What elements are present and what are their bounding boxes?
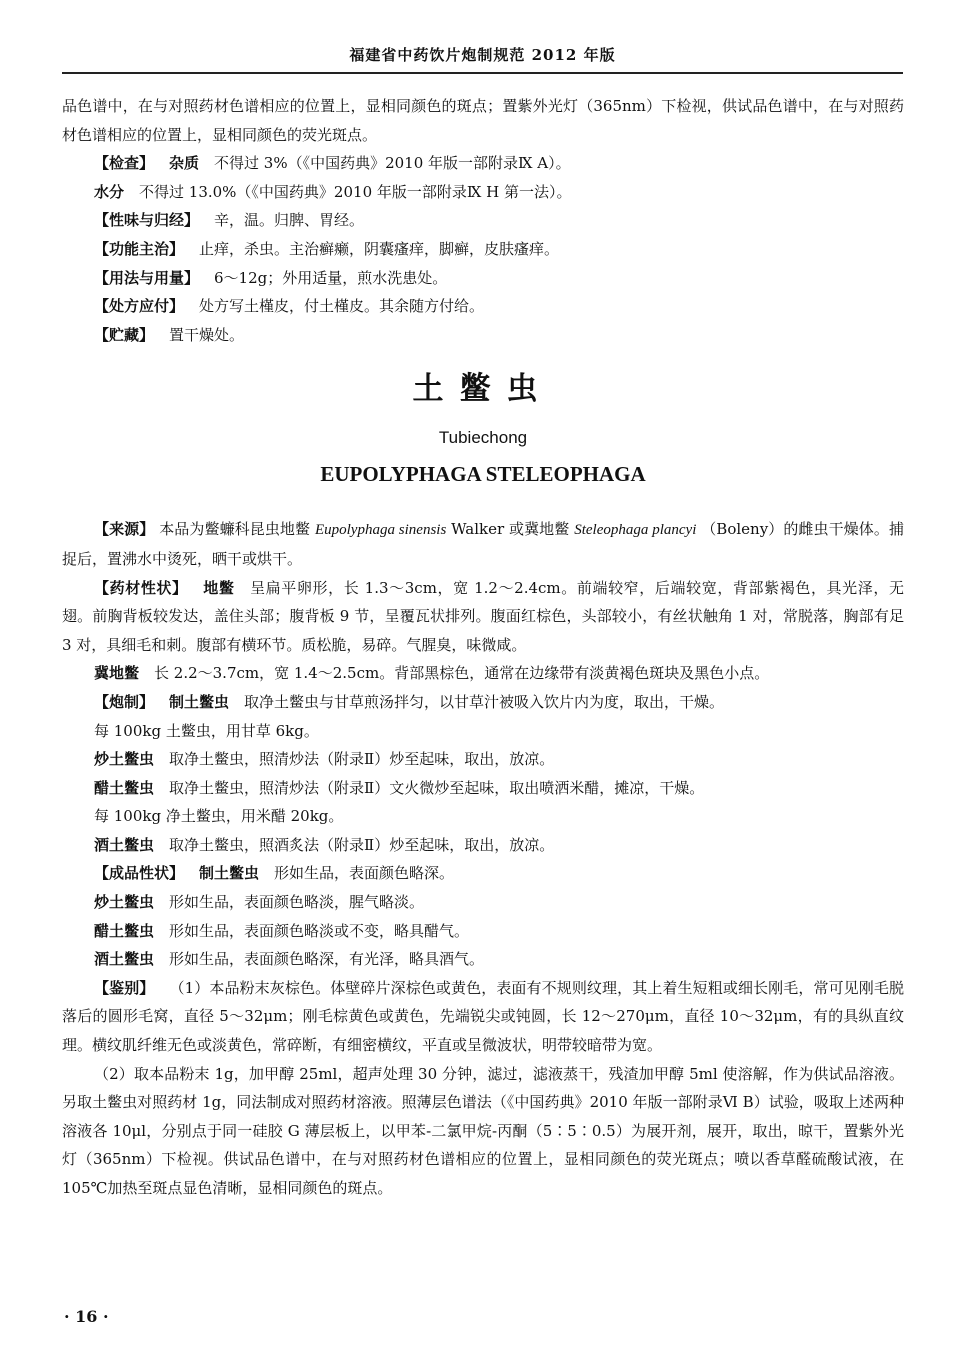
section-paragraph [62, 717, 904, 746]
running-header: 福建省中药饮片炮制规范 2012 年版 [349, 46, 616, 64]
section-paragraph [62, 659, 904, 688]
section-paragraph [62, 206, 904, 235]
section-paragraph [62, 917, 904, 946]
section-paragraph [62, 859, 904, 888]
section-label: 水分 [94, 182, 125, 201]
section-paragraph [62, 178, 904, 207]
section-label: 炒土鳖虫 [94, 750, 155, 769]
section-paragraph [62, 1060, 904, 1203]
species-name: Eupolyphaga sinensis [314, 522, 447, 539]
monograph-pinyin: Tubiechong [438, 428, 528, 448]
section-text: Walker 或冀地鳖 [451, 520, 570, 539]
section-label: 【用法与用量】 [94, 268, 200, 287]
section-text: 形如生品，表面颜色略深。 [274, 864, 455, 883]
section-label: 【性味与归经】 [94, 211, 200, 230]
section-label: 【药材性状】 [94, 578, 188, 597]
section-paragraph [62, 235, 904, 264]
section-paragraph [62, 831, 904, 860]
section-paragraph [62, 149, 904, 178]
section-text: 6～12g；外用适量，煎水洗患处。 [214, 268, 448, 287]
section-paragraph [62, 264, 904, 293]
section-text: 每 100kg 土鳖虫，用甘草 6kg。 [94, 721, 319, 740]
section-label: 【贮藏】 [94, 325, 155, 344]
section-paragraph [62, 745, 904, 774]
section-text: 长 2.2～3.7cm，宽 1.4～2.5cm。背部黑棕色，通常在边缘带有淡黄褐色斑块及黑色小点。 [154, 664, 770, 683]
section-sublabel: 制土鳖虫 [169, 692, 230, 711]
section-sublabel: 制土鳖虫 [199, 864, 260, 883]
section-text: 处方写土槿皮，付土槿皮。其余随方付给。 [199, 297, 485, 316]
section-text: 本品为鳖蠊科昆虫地鳖 [159, 520, 311, 539]
section-paragraph [62, 688, 904, 717]
section-paragraph [62, 292, 904, 321]
section-text: 不得过 3%（《中国药典》2010 年版一部附录Ⅸ A）。 [214, 154, 571, 173]
monograph-latin-name: EUPOLYPHAGA STELEOPHAGA [320, 462, 646, 487]
section-sublabel: 杂质 [169, 154, 200, 173]
section-text: 止痒，杀虫。主治癣癞，阴囊瘙痒，脚癣，皮肤瘙痒。 [199, 239, 560, 258]
section-text: 辛，温。归脾、胃经。 [214, 211, 365, 230]
section-text: （2）取本品粉末 1g，加甲醇 25ml，超声处理 30 分钟，滤过，滤液蒸干，残渣加甲醇 5ml 使溶解，作为供试品溶液。另取土鳖虫对照药材 1g，同法制成对照药材溶液。照薄层色谱法（《中国药典》2010 年版一部附录Ⅵ B）试验，吸取上述两种溶液各 10μl，分别点于同一硅胶 G 薄层板上，以甲苯-二氯甲烷-丙酮（5∶5∶0.5）为展开剂，展开，取出，晾干，置紫外光灯（365nm）下检视。供试品色谱中，在与对照药材色谱相应的位置上，显相同颜色的荧光斑点；喷以香草醛硫酸试液，在 105℃加热至斑点显色清晰，显相同颜色的斑点。 [62, 1064, 904, 1197]
section-text: 形如生品，表面颜色略深，有光泽，略具酒气。 [169, 950, 485, 969]
section-paragraph [62, 321, 904, 350]
section-text: 取净土鳖虫，照清炒法（附录Ⅱ）炒至起味，取出，放凉。 [169, 750, 555, 769]
section-text: （Boleny）的雌虫干燥体。捕捉后，置沸水中烫死，晒干或烘干。 [62, 520, 904, 568]
monograph-sections [62, 574, 904, 1203]
section-label: 冀地鳖 [94, 664, 140, 683]
section-paragraph [62, 774, 904, 803]
section-text: 取净土鳖虫，照清炒法（附录Ⅱ）文火微炒至起味，取出喷洒米醋，摊凉，干燥。 [169, 778, 705, 797]
section-paragraph [62, 888, 904, 917]
paragraph: 品色谱中，在与对照药材色谱相应的位置上，显相同颜色的斑点；置紫外光灯（365nm）下检视，供试品色谱中，在与对照药材色谱相应的位置上，显相同颜色的荧光斑点。 [62, 97, 904, 144]
section-paragraph [62, 974, 904, 1060]
source-paragraph [62, 515, 904, 573]
species-name: Steleophaga plancyi [574, 522, 697, 539]
section-sublabel: 地鳖 [202, 578, 235, 597]
section-label: 炒土鳖虫 [94, 893, 155, 912]
header-rule [62, 72, 903, 74]
section-text: 置干燥处。 [169, 325, 245, 344]
section-label: 醋土鳖虫 [94, 921, 155, 940]
section-text: （1）本品粉末灰棕色。体壁碎片深棕色或黄色，表面有不规则纹理，其上着生短粗或细长刚毛，常可见刚毛脱落后的圆形毛窝，直径 5～32μm；刚毛棕黄色或黄色，先端锐尖或钝圆，长 12～270μm，直径 10～32μm，有的具纵直纹理。横纹肌纤维无色或淡黄色，常碎断，有细密横纹，平直或呈微波状，明带较暗带为宽。 [62, 978, 904, 1055]
section-text: 每 100kg 净土鳖虫，用米醋 20kg。 [94, 807, 344, 826]
section-paragraph [62, 574, 904, 660]
section-text: 形如生品，表面颜色略淡或不变，略具醋气。 [169, 921, 470, 940]
monograph-title: 土鳖虫 [412, 371, 554, 408]
section-label: 酒土鳖虫 [94, 835, 155, 854]
section-paragraph [62, 802, 904, 831]
section-label: 【成品性状】 [94, 864, 185, 883]
section-label: 【功能主治】 [94, 239, 185, 258]
section-text: 呈扁平卵形，长 1.3～3cm，宽 1.2～2.4cm。前端较窄，后端较宽，背部紫褐色，具光泽，无翅。前胸背板较发达，盖住头部；腹背板 9 节，呈覆瓦状排列。腹面红棕色，头部较小，有丝状触角 1 对，常脱落，胸部有足 3 对，具细毛和刺。腹部有横环节。质松脆，易碎。气腥臭，味微咸。 [62, 578, 904, 654]
section-text: 不得过 13.0%（《中国药典》2010 年版一部附录Ⅸ H 第一法）。 [139, 182, 572, 201]
section-label: 【处方应付】 [94, 297, 185, 316]
top-sections [62, 149, 904, 349]
section-label: 【来源】 [94, 520, 155, 539]
section-label: 【检查】 [94, 154, 155, 173]
section-text: 取净土鳖虫与甘草煎汤拌匀，以甘草汁被吸入饮片内为度，取出，干燥。 [244, 692, 725, 711]
section-label: 【炮制】 [94, 692, 155, 711]
page-number: · 16 · [64, 1307, 109, 1326]
section-paragraph [62, 945, 904, 974]
document-body [62, 92, 904, 1203]
section-text: 形如生品，表面颜色略淡，腥气略淡。 [169, 893, 425, 912]
section-label: 醋土鳖虫 [94, 778, 155, 797]
section-label: 【鉴别】 [94, 978, 155, 997]
section-label: 酒土鳖虫 [94, 950, 155, 969]
section-text: 取净土鳖虫，照酒炙法（附录Ⅱ）炒至起味，取出，放凉。 [169, 835, 555, 854]
